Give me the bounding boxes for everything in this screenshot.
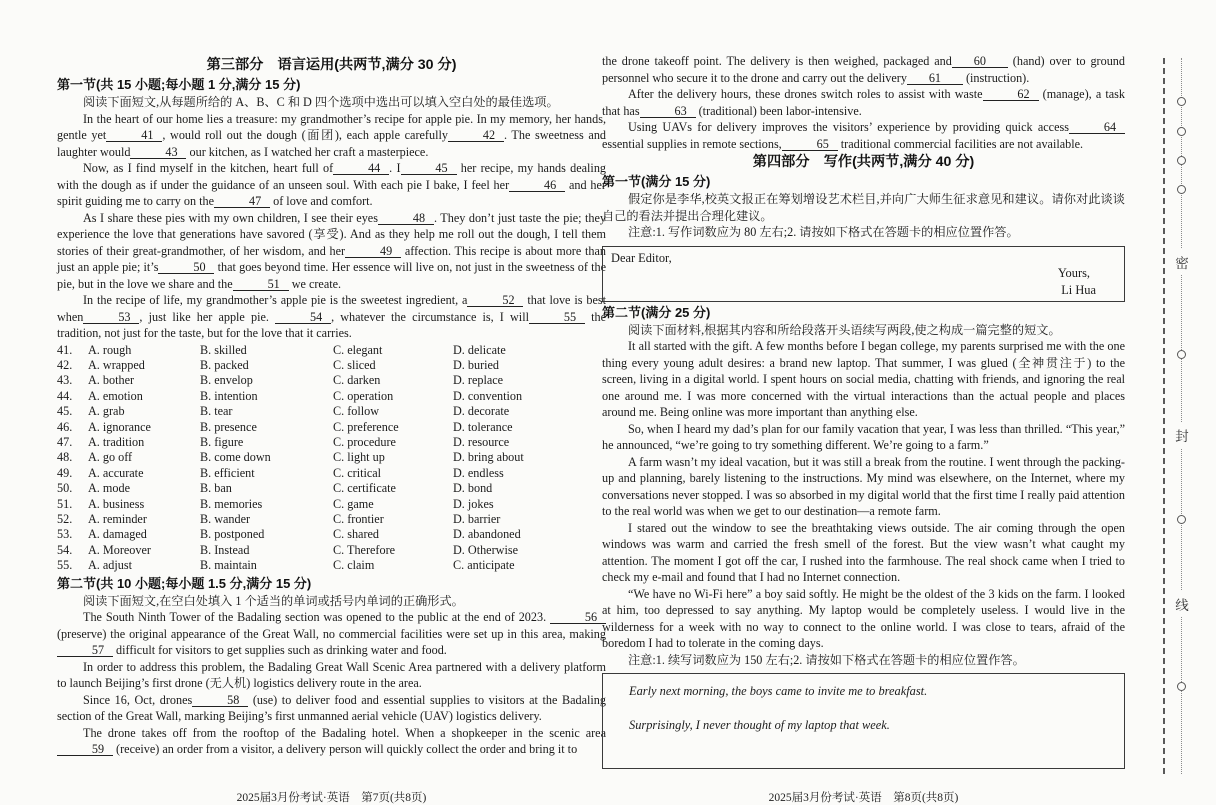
question-number: 52. [57, 511, 73, 526]
blank-60: 60 [952, 56, 1008, 68]
seal-ring-icon [1177, 156, 1186, 165]
blank-57: 57 [57, 645, 113, 657]
question-option: D. abandoned [453, 527, 521, 542]
seal-dashed-line [1163, 58, 1165, 774]
blank-49: 49 [345, 246, 401, 258]
question-option: D. convention [453, 388, 523, 403]
question-option: C. Therefore [333, 542, 396, 557]
blank-63: 63 [640, 106, 696, 118]
question-row [57, 373, 606, 388]
blank-44: 44 [333, 163, 389, 175]
story-paragraph: It all started with the gift. A few months before I began college, my parents surprised me with the one thing every young adult desires: a brand new laptop. That summer, I was glued (全神贯注于) to the screen, living in a digital world. I spent hours on social media, chatting with friends, and ignoring the real one around me. I was more concerned with the virtual interactions than the actual people and places around me. Being online was more important than anything else. [602, 339, 1125, 419]
blank-46: 46 [509, 180, 565, 192]
question-row [57, 343, 606, 358]
question-option: C. shared [333, 527, 380, 542]
question-option: C. sliced [333, 357, 376, 372]
writing2-instruction: 阅读下面材料,根据其内容和所给段落开头语续写两段,使之构成一篇完整的短文。 [628, 322, 1061, 337]
seal-dotted-line [1181, 58, 1182, 774]
gapfill-continuation-paragraph: the drone takeoff point. The delivery is then weighed, packaged and 60 (hand) over to ground personnel who secure it to the drone and carry out the delivery 61 (instruction). [602, 54, 1125, 85]
blank-48: 48 [378, 213, 434, 225]
blank-58: 58 [192, 695, 248, 707]
question-number: 55. [57, 558, 73, 573]
question-row [57, 450, 606, 465]
writing2-heading: 第二节(满分 25 分) [602, 304, 711, 320]
blank-52: 52 [467, 295, 523, 307]
writing2-note: 注意:1. 续写词数应为 150 左右;2. 请按如下格式在答题卡的相应位置作答。 [628, 652, 1025, 667]
section2-heading: 第二节(共 10 小题;每小题 1.5 分,满分 15 分) [57, 575, 312, 591]
right-page-column [602, 53, 1125, 769]
blank-42: 42 [448, 130, 504, 142]
gapfill-continuation [602, 86, 1125, 152]
question-number: 46. [57, 419, 73, 434]
story-paragraph: A farm wasn’t my ideal vacation, but it was still a break from the routine. I went through the packing-up and planning, barely listening to the instructions. My mind was elsewhere, on the Internet, where my conversations never stopped. I was so absorbed in my digital world that the first time I really paid attention to the real world was when we get to our destination—a remote farm. [602, 454, 1125, 518]
blank-55: 55 [529, 312, 585, 324]
blank-65: 65 [782, 139, 838, 151]
question-option: B. packed [200, 357, 249, 372]
question-option: B. skilled [200, 342, 247, 357]
seal-ring-icon [1177, 515, 1186, 524]
question-option: C. elegant [333, 342, 383, 357]
gapfill-paragraph: Using UAVs for delivery improves the visitors’ experience by providing quick access 64 essential supplies in remote sections, 65 traditional commercial facilities are not available. [602, 119, 1125, 152]
question-option: B. tear [200, 404, 233, 419]
question-option: B. ban [200, 481, 232, 496]
question-option: C. claim [333, 558, 375, 573]
blank-54: 54 [275, 312, 331, 324]
question-number: 45. [57, 404, 73, 419]
section2-instruction: 阅读下面短文,在空白处填入 1 个适当的单词或括号内单词的正确形式。 [83, 593, 464, 608]
question-number: 47. [57, 434, 73, 449]
blank-45: 45 [401, 163, 457, 175]
question-option: C. follow [333, 404, 380, 419]
question-option: D. bond [453, 481, 493, 496]
seal-ring-icon [1177, 185, 1186, 194]
question-option: D. delicate [453, 342, 506, 357]
question-number: 42. [57, 357, 73, 372]
seal-ring-icon [1177, 127, 1186, 136]
question-row [57, 481, 606, 496]
cloze-paragraph: In the recipe of life, my grandmother’s apple pie is the sweetest ingredient, a 52 that love is best when 53 , just like her apple pie. 54 , whatever the circumstance is, I will 55 the tradition, not just for the taste, but for the love that it carries. [57, 293, 606, 340]
story-paragraph: I stared out the window to see the breathtaking views outside. The air coming through the open windows was warm and carried the fresh smell of the forest. But the view wasn’t what caught my attention. The moment I got off the car, I rushed into the farmhouse. The real shock came when I tried to check my e-mail and found that I had no Internet connection. [602, 520, 1125, 584]
question-number: 50. [57, 481, 73, 496]
question-option: A. Moreover [88, 542, 151, 557]
question-number: 44. [57, 388, 73, 403]
question-option: C. operation [333, 388, 394, 403]
continuation-opening-1: Early next morning, the boys came to invite me to breakfast. [629, 684, 928, 698]
gapfill-paragraph: The drone takes off from the rooftop of the Badaling hotel. When a shopkeeper in the scenic area 59 (receive) an order from a visitor, a delivery person will quickly collect the order and bring it to [57, 725, 606, 758]
left-page-column [57, 55, 606, 758]
question-option: D. Otherwise [453, 542, 518, 557]
question-option: D. decorate [453, 404, 510, 419]
part4-title: 第四部分 写作(共两节,满分 40 分) [752, 154, 975, 170]
question-option: D. buried [453, 357, 500, 372]
question-option: B. come down [200, 450, 271, 465]
blank-41: 41 [106, 130, 162, 142]
question-number: 41. [57, 342, 73, 357]
question-option: A. ignorance [88, 419, 151, 434]
blank-61: 61 [907, 73, 963, 85]
question-number: 48. [57, 450, 73, 465]
question-option: A. damaged [88, 527, 147, 542]
writing1-note: 注意:1. 写作词数应为 80 左右;2. 请按如下格式在答题卡的相应位置作答。 [628, 225, 1019, 239]
blank-64: 64 [1069, 122, 1125, 134]
cloze-paragraph: In the heart of our home lies a treasure: my grandmother’s recipe for apple pie. In my memory, her hands, gentle yet 41 , would roll out the dough (面团), each apple carefully 42 . The sweetness and laughter would 43 our kitchen, as I watched her craft a masterpiece. [57, 111, 607, 159]
question-row [57, 389, 606, 404]
blank-43: 43 [130, 147, 186, 159]
question-row [57, 404, 606, 419]
question-option: C. preference [333, 419, 399, 434]
question-option: A. mode [88, 481, 130, 496]
part3-title: 第三部分 语言运用(共两节,满分 30 分) [206, 57, 457, 73]
blank-50: 50 [158, 262, 214, 274]
question-number: 53. [57, 527, 73, 542]
question-option: A. wrapped [88, 357, 145, 372]
question-row [57, 420, 606, 435]
question-option: C. light up [333, 450, 385, 465]
question-option: B. intention [200, 388, 258, 403]
question-option: C. frontier [333, 511, 384, 526]
blank-59: 59 [57, 744, 113, 756]
left-page-footer: 2025届3月份考试·英语 第7页(共8页) [236, 792, 427, 804]
gapfill-paragraph: In order to address this problem, the Badaling Great Wall Scenic Area partnered with a delivery platform to launch Beijing’s first drone (无人机) logistics delivery route in the area. [57, 659, 606, 691]
seal-ring-icon [1177, 350, 1186, 359]
question-option: D. barrier [453, 511, 501, 526]
question-option: D. resource [453, 434, 510, 449]
question-number: 49. [57, 465, 73, 480]
continuation-opening-2: Surprisingly, I never thought of my laptop that week. [629, 718, 890, 732]
gapfill-paragraph: Since 16, Oct, drones 58 (use) to deliver food and essential supplies to visitors at the Badaling section of the Great Wall, marking Beijing’s first unmanned aerial vehicle (UAV) logistics delivery. [57, 692, 606, 724]
blank-62: 62 [983, 89, 1039, 101]
question-option: B. efficient [200, 465, 255, 480]
question-option: D. endless [453, 465, 504, 480]
seal-char-mi: 密 [1174, 249, 1190, 275]
question-option: C. critical [333, 465, 382, 480]
section1-instruction: 阅读下面短文,从每题所给的 A、B、C 和 D 四个选项中选出可以填入空白处的最佳选项。 [83, 95, 559, 109]
writing1-task: 假定你是李华,校英文报正在筹划增设艺术栏目,并向广大师生征求意见和建议。请你对此谈谈自己的看法并提出合理化建议。 [602, 192, 1125, 223]
question-option: D. replace [453, 373, 504, 388]
question-option: B. presence [200, 419, 257, 434]
question-row [57, 466, 606, 481]
question-option: A. go off [88, 450, 133, 465]
question-option: B. figure [200, 434, 244, 449]
question-row [57, 435, 606, 450]
question-option: B. Instead [200, 542, 250, 557]
question-option: A. bother [88, 373, 135, 388]
question-option: D. bring about [453, 450, 524, 465]
question-row [57, 358, 606, 373]
question-option: C. game [333, 496, 374, 511]
question-option: B. postponed [200, 527, 265, 542]
seal-ring-icon [1177, 97, 1186, 106]
gapfill-paragraph: After the delivery hours, these drones switch roles to assist with waste 62 (manage), a task that has 63 (traditional) been labor-intensive. [602, 87, 1126, 118]
cloze-paragraph: As I share these pies with my own children, I see their eyes 48 . They don’t just taste the pie; they experience the love that generations have savored (享受). And as they help me roll out the dough, I tell them stories of their great-grandmother, of her wisdom, and her 49 affection. This recipe is about more than just an apple pie; it’s 50 that goes beyond time. Her essence will live on, not just in the sweetness of the pie, but in the love we share and the 51 we create. [57, 210, 606, 291]
question-row [57, 527, 606, 542]
question-row [57, 558, 606, 573]
question-option: A. grab [88, 404, 125, 419]
question-option: A. rough [88, 342, 132, 357]
question-row [57, 543, 606, 558]
question-option: D. tolerance [453, 419, 513, 434]
question-option: C. procedure [333, 434, 396, 449]
question-number: 54. [57, 542, 73, 557]
seal-ring-icon [1177, 682, 1186, 691]
cloze-paragraph: Now, as I find myself in the kitchen, heart full of 44 . I 45 her recipe, my hands dealing with the dough as if under the guidance of an unseen soul. With each pie I bake, I feel her 46 and her spirit guiding me to carry on the 47 of love and comfort. [57, 161, 607, 208]
question-number: 51. [57, 496, 73, 511]
question-option: B. maintain [200, 558, 257, 573]
blank-56: 56 [550, 612, 606, 624]
question-number: 43. [57, 373, 73, 388]
story-passage [602, 338, 1125, 652]
letter-salutation: Dear Editor, [611, 250, 672, 265]
question-option: A. adjust [88, 558, 133, 573]
story-paragraph: So, when I heard my dad’s plan for our family vacation that year, I was less than thrilled. “This year,” he announced, “we’re going to try something different. We’re going to a farm.” [602, 421, 1125, 452]
seal-char-feng: 封 [1174, 422, 1190, 448]
question-option: C. darken [333, 373, 381, 388]
letter-format-box [602, 246, 1125, 302]
blank-47: 47 [214, 196, 270, 208]
gapfill-passage [57, 609, 606, 758]
blank-51: 51 [233, 279, 289, 291]
question-option: A. business [88, 496, 145, 511]
question-option: C. certificate [333, 481, 396, 496]
question-option: A. emotion [88, 388, 143, 403]
letter-signature: Li Hua [1061, 282, 1096, 297]
question-option: A. accurate [88, 465, 144, 480]
blank-53: 53 [83, 312, 139, 324]
writing1-heading: 第一节(满分 15 分) [602, 174, 711, 189]
question-row [57, 497, 606, 512]
story-paragraph: “We have no Wi-Fi here” a boy said softly. He might be the oldest of the 3 kids on the farm. I looked at him, too depressed to say anything. My laptop would be completely useless. I would live in the wilderness for a week with no way to connect to the online world. I was close to tears, afraid of the boredom I had to tolerate in the coming days. [602, 586, 1125, 650]
cloze-passage [57, 111, 606, 342]
continuation-format-box [602, 673, 1125, 769]
gapfill-paragraph: The South Ninth Tower of the Badaling section was opened to the public at the end of 2023. 56 (preserve) the original appearance of the Great Wall, no commercial facilities were set up in this area, making57 difficult for visitors to get supplies such as drinking water and food. [57, 610, 606, 658]
right-page-footer: 2025届3月份考试·英语 第8页(共8页) [768, 792, 959, 804]
question-option: B. wander [200, 511, 251, 526]
question-option: A. tradition [88, 434, 145, 449]
question-option: C. anticipate [453, 558, 515, 573]
section1-heading: 第一节(共 15 小题;每小题 1 分,满分 15 分) [57, 77, 301, 92]
question-option: D. jokes [453, 496, 494, 511]
question-option: A. reminder [88, 511, 147, 526]
question-row [57, 512, 606, 527]
question-option: B. envelop [200, 373, 253, 388]
question-option: B. memories [200, 496, 263, 511]
seal-char-xian: 线 [1174, 591, 1190, 617]
cloze-questions [57, 343, 606, 574]
letter-closing: Yours, [1057, 265, 1090, 280]
